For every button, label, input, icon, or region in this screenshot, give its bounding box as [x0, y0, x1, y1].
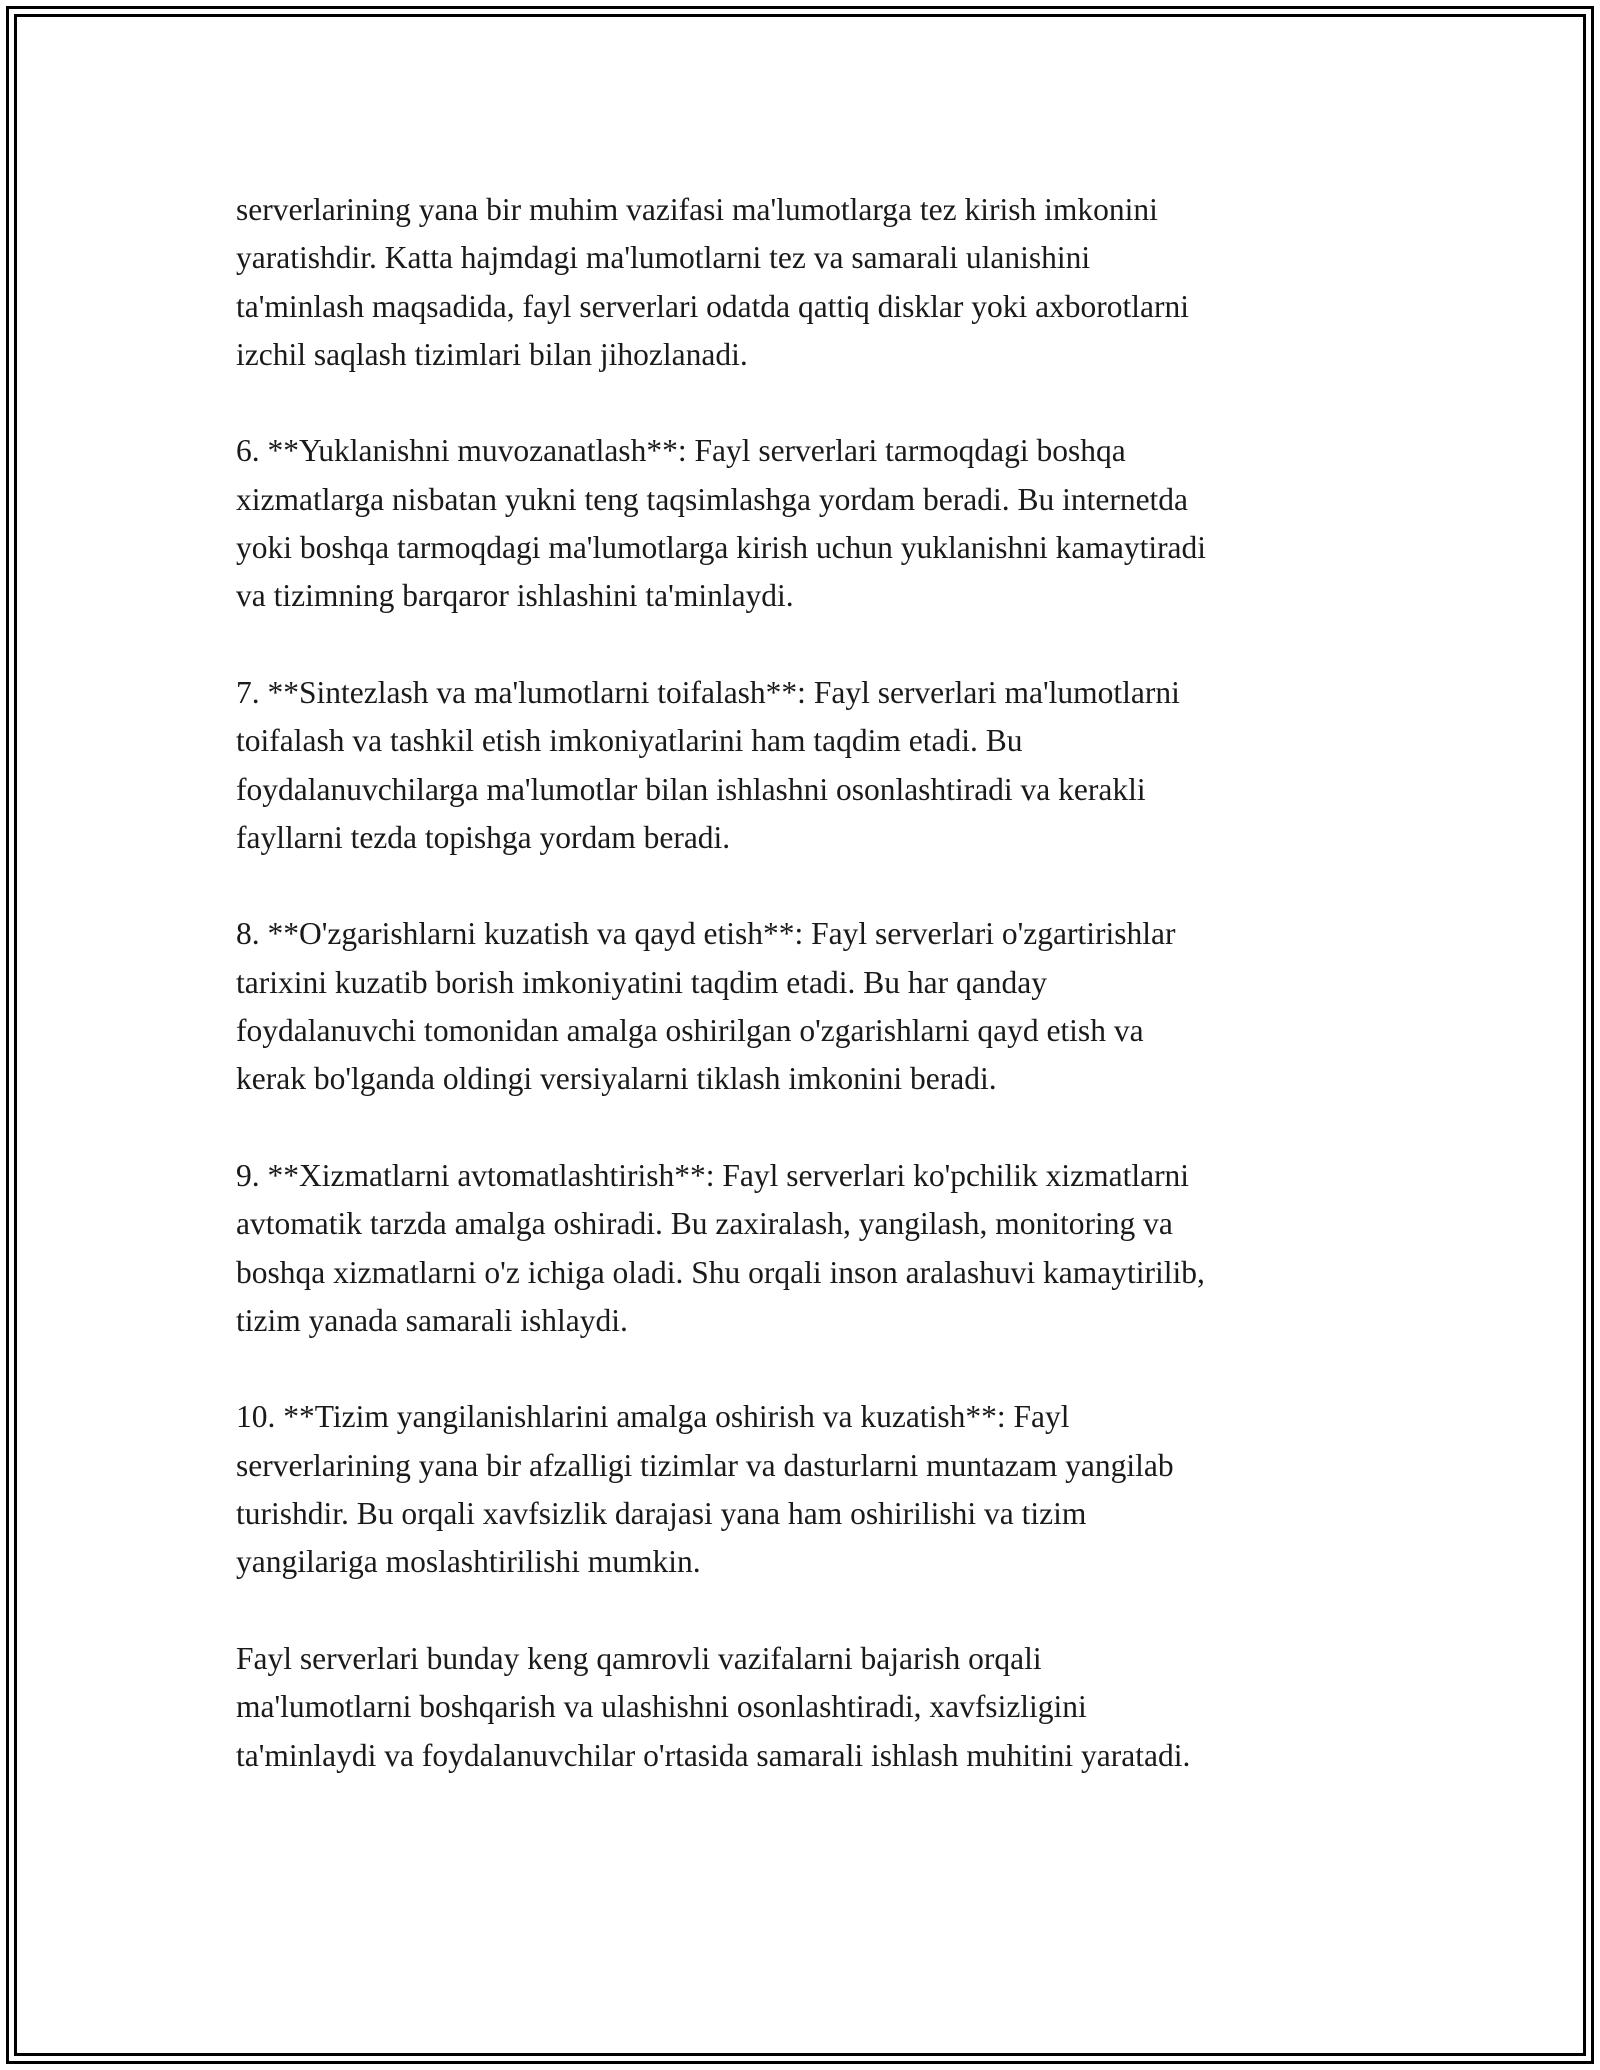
text-line: ta'minlash maqsadida, fayl serverlari odatda qattiq disklar yoki axborotlarni — [236, 288, 1190, 324]
text-line: yaratishdir. Katta hajmdagi ma'lumotlarni tez va samarali ulanishini — [236, 240, 1091, 276]
text-line: foydalanuvchi tomonidan amalga oshirilgan o'zgarishlarni qayd etish va — [236, 1013, 1144, 1049]
text-line: xizmatlarga nisbatan yukni teng taqsimlashga yordam beradi. Bu internetda — [236, 481, 1189, 517]
text-line: yangilariga moslashtirilishi mumkin. — [236, 1544, 701, 1580]
text-line: va tizimning barqaror ishlashini ta'minlaydi. — [236, 578, 794, 614]
text-line: yoki boshqa tarmoqdagi ma'lumotlarga kirish uchun yuklanishni kamaytiradi — [236, 530, 1207, 566]
text-line: Fayl serverlari bunday keng qamrovli vazifalarni bajarish orqali — [236, 1640, 1042, 1676]
text-line: tarixini kuzatib borish imkoniyatini taqdim etadi. Bu har qanday — [236, 964, 1047, 1000]
text-line: 6. **Yuklanishni muvozanatlash**: Fayl serverlari tarmoqdagi boshqa — [236, 433, 1126, 469]
text-line: 8. **O'zgarishlarni kuzatish va qayd etish**: Fayl serverlari o'zgartirishlar — [236, 916, 1176, 952]
text-line: tizim yanada samarali ishlaydi. — [236, 1302, 628, 1338]
text-line: ma'lumotlarni boshqarish va ulashishni osonlashtiradi, xavfsizligini — [236, 1689, 1087, 1725]
text-line: 7. **Sintezlash va ma'lumotlarni toifalash**: Fayl serverlari ma'lumotlarni — [236, 674, 1180, 710]
text-line: 10. **Tizim yangilanishlarini amalga oshirish va kuzatish**: Fayl — [236, 1399, 1070, 1435]
text-line: izchil saqlash tizimlari bilan jihozlanadi. — [236, 336, 748, 372]
paragraph-item-6 — [236, 427, 1386, 620]
document-body — [236, 186, 1386, 1828]
paragraph-item-8 — [236, 910, 1386, 1103]
text-line: ta'minlaydi va foydalanuvchilar o'rtasida samarali ishlash muhitini yaratadi. — [236, 1737, 1191, 1773]
text-line: foydalanuvchilarga ma'lumotlar bilan ishlashni osonlashtiradi va kerakli — [236, 771, 1146, 807]
text-line: turishdir. Bu orqali xavfsizlik darajasi yana ham oshirilishi va tizim — [236, 1496, 1087, 1532]
text-line: serverlarining yana bir afzalligi tizimlar va dasturlarni muntazam yangilab — [236, 1447, 1174, 1483]
text-line: kerak bo'lganda oldingi versiyalarni tiklash imkonini beradi. — [236, 1061, 997, 1097]
text-line: avtomatik tarzda amalga oshiradi. Bu zaxiralash, yangilash, monitoring va — [236, 1206, 1173, 1242]
text-line: boshqa xizmatlarni o'z ichiga oladi. Shu orqali inson aralashuvi kamaytirilib, — [236, 1254, 1205, 1290]
text-line: toifalash va tashkil etish imkoniyatlarini ham taqdim etadi. Bu — [236, 723, 1023, 759]
paragraph-item-9 — [236, 1152, 1386, 1345]
paragraph-conclusion — [236, 1635, 1386, 1780]
paragraph-item-7 — [236, 669, 1386, 862]
text-line: serverlarining yana bir muhim vazifasi ma'lumotlarga tez kirish imkonini — [236, 192, 1158, 227]
paragraph-intro-continued — [236, 186, 1386, 379]
paragraph-item-10 — [236, 1393, 1386, 1586]
text-line: 9. **Xizmatlarni avtomatlashtirish**: Fayl serverlari ko'pchilik xizmatlarni — [236, 1157, 1190, 1193]
text-line: fayllarni tezda topishga yordam beradi. — [236, 819, 731, 855]
